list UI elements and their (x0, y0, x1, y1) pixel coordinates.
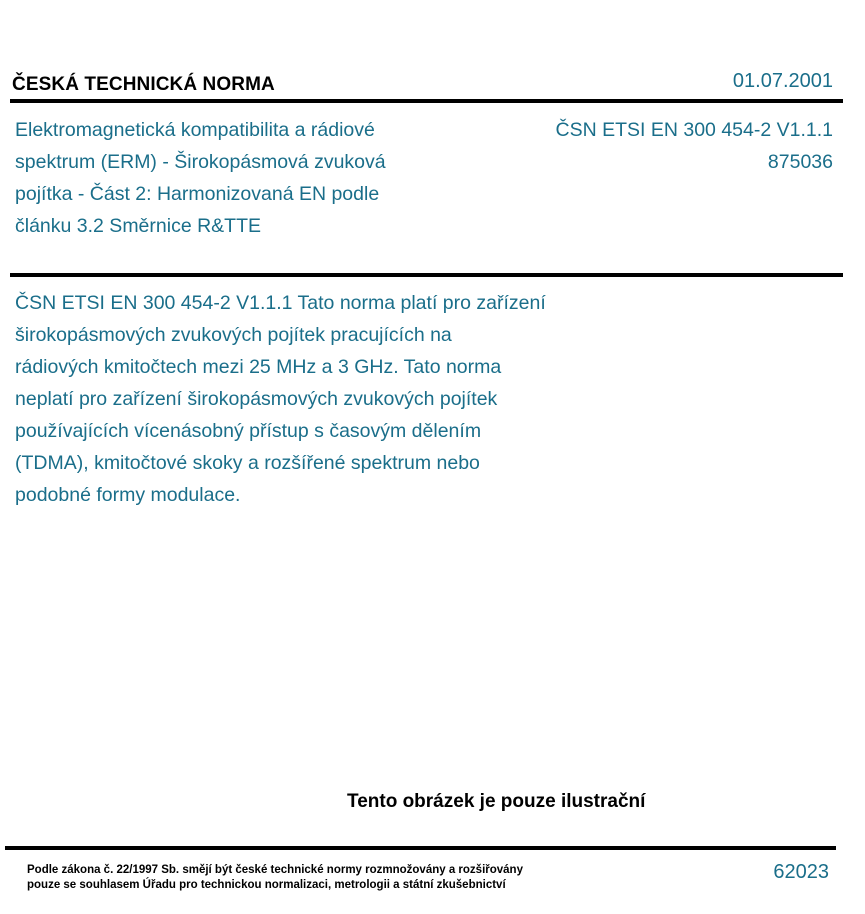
standard-title-line: spektrum (ERM) - Širokopásmová zvuková (15, 151, 386, 173)
document-number: 62023 (773, 861, 829, 883)
abstract-line: podobné formy modulace. (15, 484, 241, 506)
standard-designation: ČSN ETSI EN 300 454-2 V1.1.1 (555, 119, 833, 141)
abstract-line: širokopásmových zvukových pojítek pracujících na (15, 324, 452, 346)
footer-divider (5, 846, 836, 850)
standard-title-line: Elektromagnetická kompatibilita a rádiové (15, 119, 375, 141)
abstract-line: používajících vícenásobný přístup s časovým dělením (15, 420, 482, 442)
classification-code: 875036 (767, 151, 833, 173)
abstract-line: ČSN ETSI EN 300 454-2 V1.1.1 Tato norma platí pro zařízení (15, 292, 546, 314)
standard-identifier (556, 114, 833, 178)
standard-title-line: pojítka - Část 2: Harmonizovaná EN podle (15, 183, 380, 205)
abstract-line: (TDMA), kmitočtové skoky a rozšířené spektrum nebo (15, 452, 480, 474)
legal-notice (27, 863, 587, 893)
abstract-line: neplatí pro zařízení širokopásmových zvukových pojítek (15, 388, 498, 410)
document-header-title: ČESKÁ TECHNICKÁ NORMA (12, 74, 275, 95)
legal-notice-line: Podle zákona č. 22/1997 Sb. smějí být české technické normy rozmnožovány a rozšiřovány (27, 864, 523, 876)
legal-notice-line: pouze se souhlasem Úřadu pro technickou normalizaci, metrologii a státní zkušebnictví (27, 879, 506, 891)
section-divider (10, 273, 843, 277)
issue-date: 01.07.2001 (732, 70, 833, 92)
header-divider (10, 99, 843, 103)
abstract-line: rádiových kmitočtech mezi 25 MHz a 3 GHz. Tato norma (15, 356, 502, 378)
illustration-disclaimer: Tento obrázek je pouze ilustrační (347, 791, 646, 812)
abstract-text (15, 287, 615, 511)
standard-title-line: článku 3.2 Směrnice R&TTE (15, 215, 262, 237)
standard-title (15, 114, 455, 242)
